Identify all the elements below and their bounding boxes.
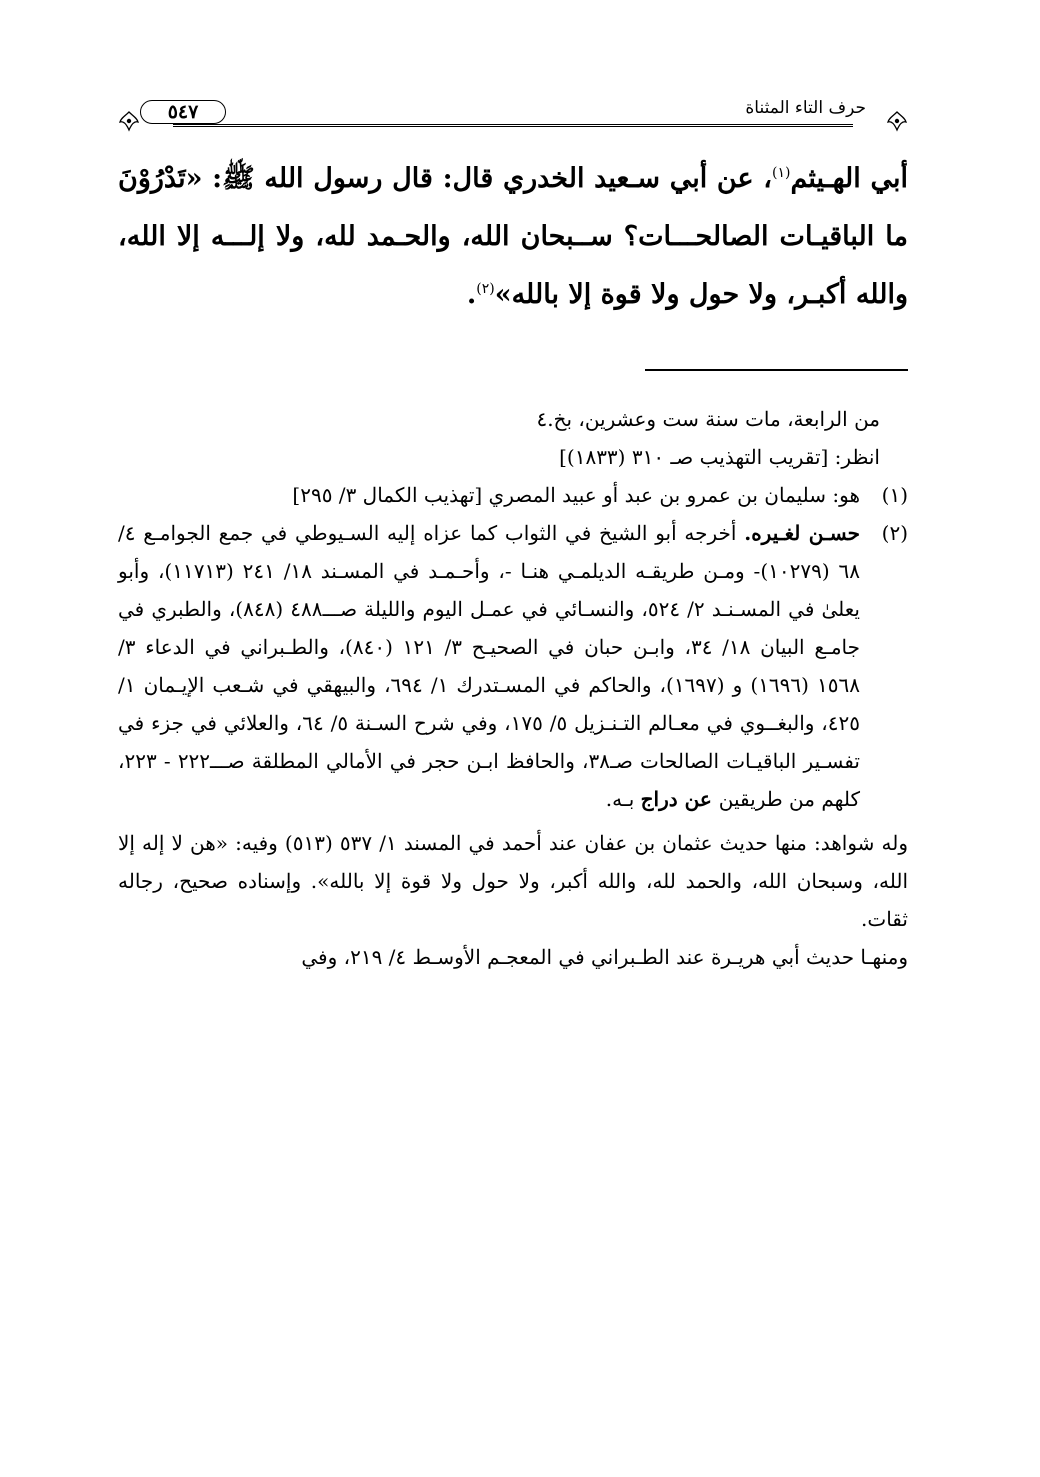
footnote-number: (١) [881, 483, 908, 507]
footnote-ref: (٢) [476, 281, 495, 297]
floral-ornament-icon [118, 110, 140, 132]
footnote-continuation: من الرابعة، مات سنة ست وعشرين، بخ.٤ [536, 407, 880, 431]
floral-ornament-icon [886, 110, 908, 132]
footnote-1 [118, 476, 908, 514]
main-text [118, 150, 908, 324]
hadith-paragraph: أبي الهـيثم$^{(١)}$، عن أبي سـعيد الخدري قال: قال رسول الله ﷺ: «تَدْرُوْنَ ما الباقيـات الصالحـــات؟ ســبحان الله، والحـمد لله، ولا إلـــه إلا الله، والله أكبـر، ولا حول ولا قوة إلا بالله»$^{(٢)}$. [118, 163, 908, 310]
footnote-text: هو: سليمان بن عمرو بن عبد أو عبيد المصري [تهذيب الكمال ٣/ ٢٩٥] [292, 483, 860, 507]
chapter-title: حرف التاء المثناة [741, 98, 870, 118]
footnote-2 [118, 514, 908, 818]
footnote-continuation: انظر: [تقريب التهذيب صـ ٣١٠ (١٨٣٣)] [559, 445, 880, 469]
page-number: ٥٤٧ [167, 101, 199, 123]
shawahid-paragraph: ومنهـا حديث أبي هريـرة عند الطـبراني في المعجـم الأوسـط ٤/ ٢١٩، وفي [301, 945, 908, 969]
footnote-text: حسـن لغـيره. أخرجه أبو الشيخ في الثواب كما عزاه إليه السـيوطي في جمع الجوامـع ٤/ ٦٨ (١٠٢٧٩)- ومـن طريقـه الديلمـي هنـا -، وأحـمـد في المسـند ١٨/ ٢٤١ (١١٧١٣)، وأبو يعلىٰ في المسـنـد ٢/ ٥٢٤، والنسـائي في عمـل اليوم والليلة صـــ٤٨٨ (٨٤٨)، والطبري في جامـع البيان ١٨/ ٣٤، وابـن حبان في الصحيـح ٣/ ١٢١ (٨٤٠)، والطـبراني في الدعاء ٣/ ١٥٦٨ (١٦٩٦) و (١٦٩٧)، والحاكم في المسـتدرك ١/ ٦٩٤، والبيهقي في شـعب الإيـمان ١/ ٤٢٥، والبغــوي في معـالم التـنـزيل ٥/ ١٧٥، وفي شرح السـنة ٥/ ٦٤، والعلائي في جزء في تفسـير الباقيـات الصالحات صـ٣٨، والحافظ ابـن حجر في الأمالي المطلقة صـــ٢٢٢ - ٢٢٣، كلهم من طريقين عن دراج بـه. [118, 521, 860, 811]
page-header [118, 96, 908, 136]
shawahid-paragraph: وله شواهد: منها حديث عثمان بن عفان عند أحمد في المسند ١/ ٥٣٧ (٥١٣) وفيه: «هن لا إله إلا الله، وسبحان الله، والحمد لله، والله أكبر، ولا حول ولا قوة إلا بالله». وإسناده صحيح، رجاله ثقات. [118, 831, 908, 931]
footnote-separator [645, 369, 908, 371]
footnote-number: (٢) [881, 521, 908, 545]
header-rule [173, 124, 853, 127]
footnotes [118, 400, 908, 976]
footnote-ref: (١) [771, 165, 791, 181]
page-number-cartouche [140, 100, 226, 124]
